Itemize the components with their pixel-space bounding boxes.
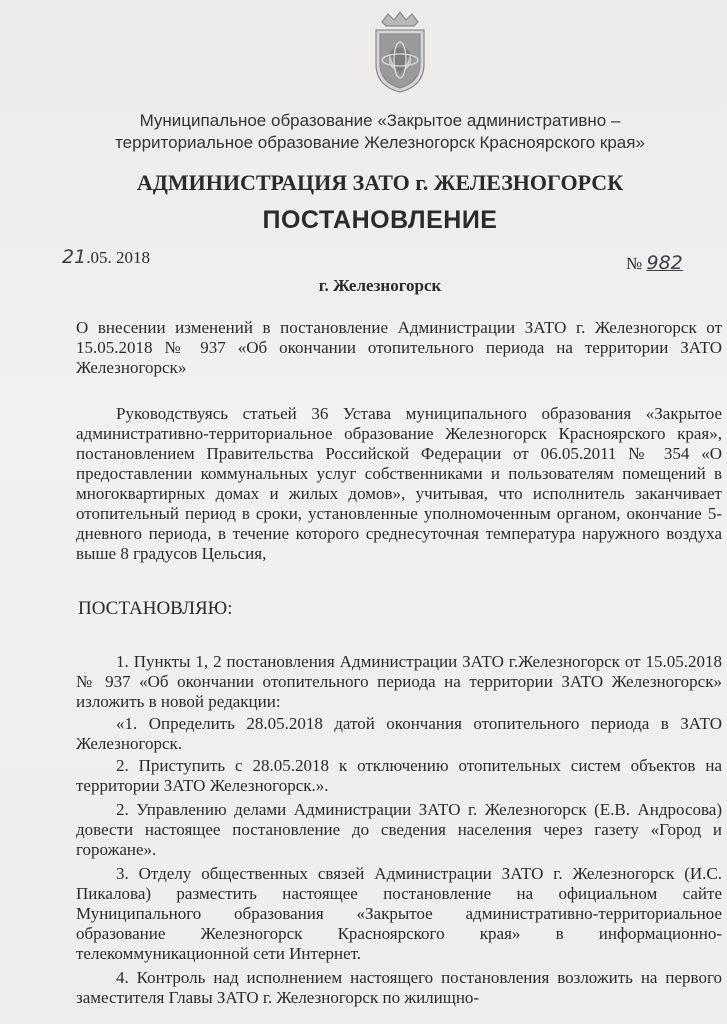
city-name: г. Железногорск xyxy=(318,276,442,295)
document-subject: О внесении изменений в постановление Администрации ЗАТО г. Железногорск от 15.05.2018 № 937 «Об окончании отопительного периода на территории ЗАТО Железногорск» xyxy=(76,318,722,377)
document-date xyxy=(62,246,150,268)
municipality-name xyxy=(80,110,680,154)
date-day-handwritten: 21 xyxy=(62,246,87,268)
number-sign: № xyxy=(626,254,643,273)
item-4: 4. Контроль над исполнением настоящего постановления возложить на первого заместителя Главы ЗАТО г. Железногорск по жилищно- xyxy=(76,968,722,1007)
item-1-new-clause-2: 2. Приступить с 28.05.2018 к отключению отопительных систем объектов на территории ЗАТО Железногорск.». xyxy=(76,756,722,795)
date-month-year: .05. 2018 xyxy=(86,248,150,267)
document-number xyxy=(626,252,683,274)
resolve-heading: ПОСТАНОВЛЯЮ: xyxy=(78,598,233,619)
administration-heading: АДМИНИСТРАЦИЯ ЗАТО г. ЖЕЛЕЗНОГОРСК xyxy=(136,170,624,195)
municipality-name-line2: территориальное образование Железногорск Красноярского края» xyxy=(115,133,645,152)
number-handwritten: 982 xyxy=(646,252,683,274)
item-2: 2. Управлению делами Администрации ЗАТО г. Железногорск (Е.В. Андросова) довести настоящее постановление до сведения населения через газету «Город и горожане». xyxy=(76,800,722,859)
coat-of-arms-emblem xyxy=(368,8,432,98)
item-3: 3. Отделу общественных связей Администрации ЗАТО г. Железногорск (И.С. Пикалова) разместить настоящее постановление на официальном сайте Муниципального образования «Закрытое административно-территориальное образование Железногорск Красноярского края» в информационно-телекоммуникационной сети Интернет. xyxy=(76,864,722,963)
preamble-paragraph: Руководствуясь статьей 36 Устава муниципального образования «Закрытое административно-территориальное образование Железногорск Красноярского края», постановлением Правительства Российской Федерации от 06.05.2011 № 354 «О предоставлении коммунальных услуг собственниками и пользователям помещений в многоквартирных домах и жилых домов», учитывая, что исполнитель заканчивает отопительный период в сроки, установленные уполномоченным органом, окончание 5-дневного периода, в течение которого среднесуточная температура наружного воздуха выше 8 градусов Цельсия, xyxy=(76,404,722,563)
municipality-name-line1: Муниципальное образование «Закрытое административно – xyxy=(139,111,621,130)
document-type-title: ПОСТАНОВЛЕНИЕ xyxy=(262,206,498,234)
item-1-new-clause-1: «1. Определить 28.05.2018 датой окончания отопительного периода в ЗАТО Железногорск. xyxy=(76,714,722,753)
item-1: 1. Пункты 1, 2 постановления Администрации ЗАТО г.Железногорск от 15.05.2018 № 937 «Об окончании отопительного периода на территории ЗАТО Железногорск» изложить в новой редакции: xyxy=(76,652,722,711)
